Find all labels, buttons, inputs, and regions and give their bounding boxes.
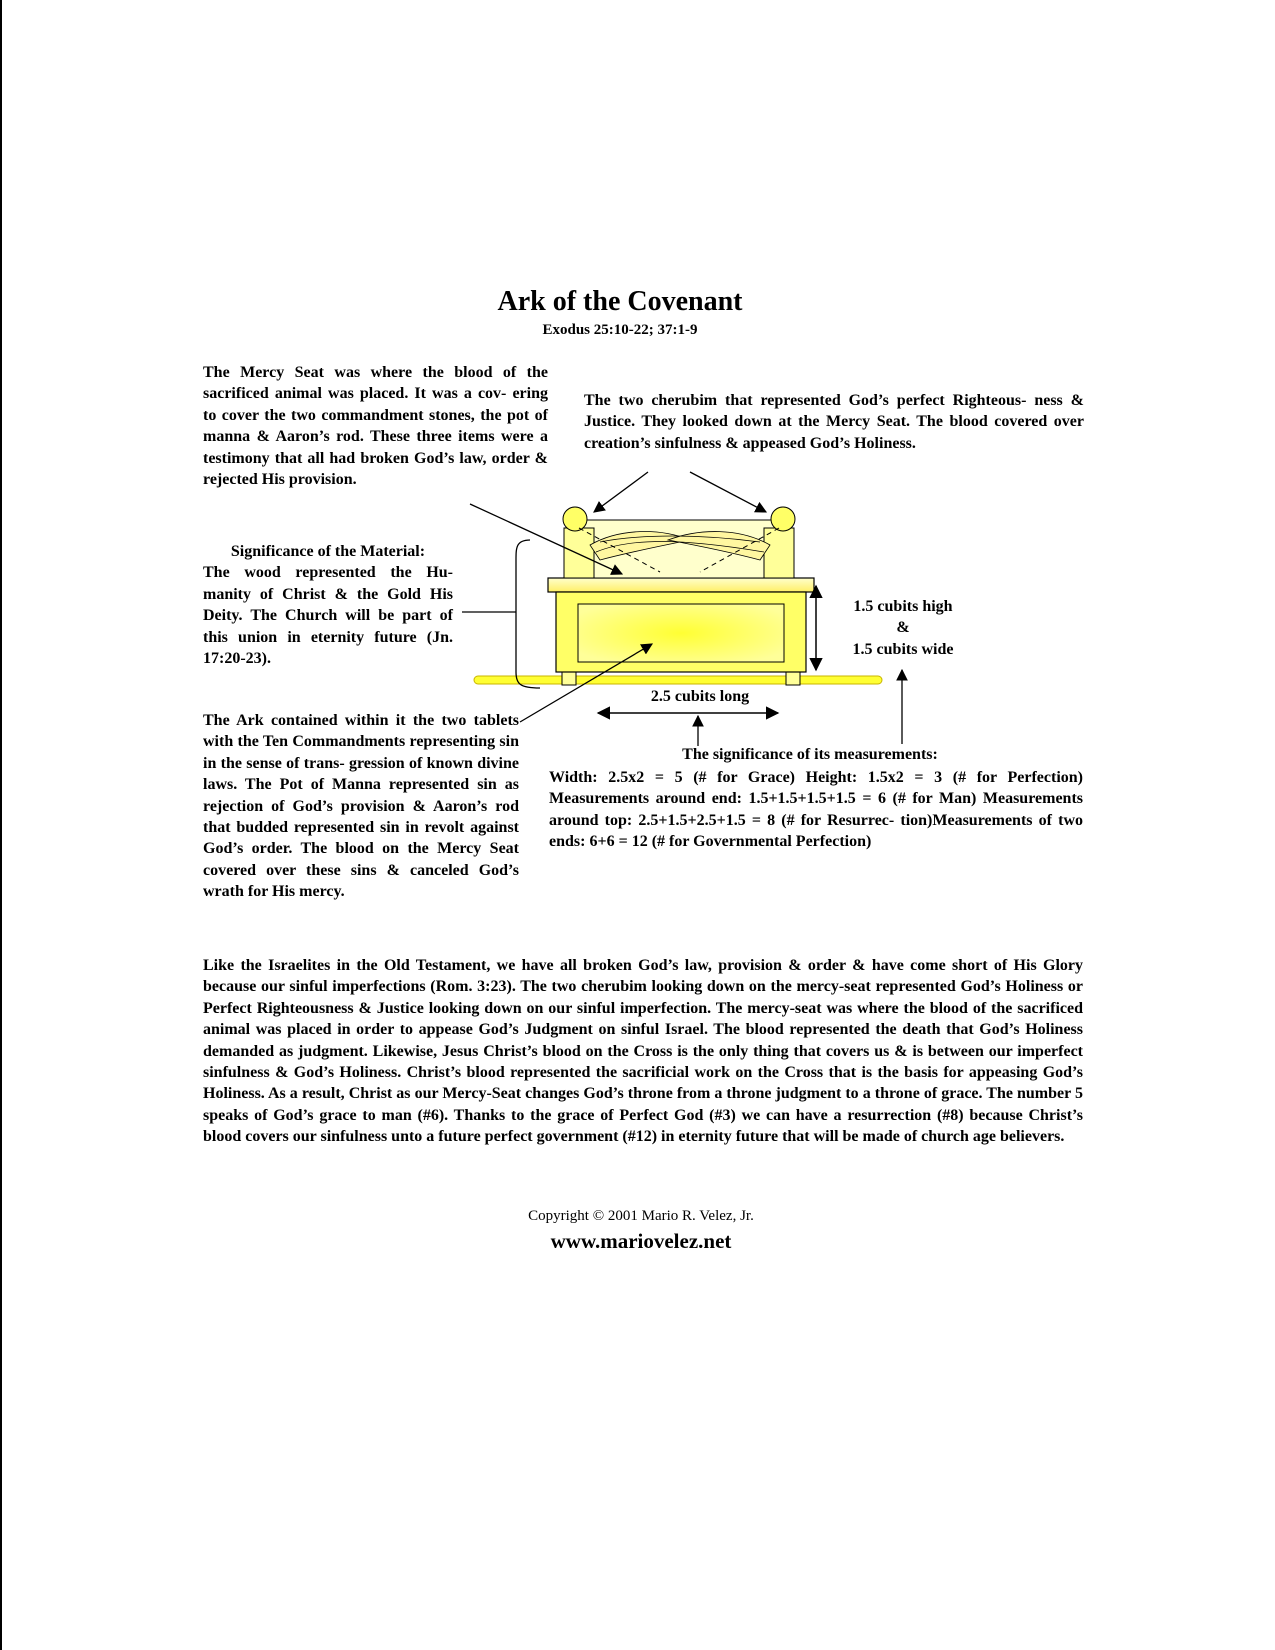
measurements-title: The significance of its measurements: xyxy=(682,746,938,763)
cherub-head-right xyxy=(771,507,795,531)
cherub-body-right xyxy=(764,528,794,578)
website-url: www.mariovelez.net xyxy=(550,1229,732,1253)
ark-panel xyxy=(578,604,784,662)
ark-foot-right xyxy=(786,672,800,685)
ark-foot-left xyxy=(562,672,576,685)
page-title: Ark of the Covenant xyxy=(497,286,743,317)
arrow-icon xyxy=(690,472,766,512)
material-body: The wood represented the Hu- manity of Christ & the Gold His Deity. The Church will be part of this union in eternity future (Jn. 17:20-23). xyxy=(203,564,453,668)
scripture-reference: Exodus 25:10-22; 37:1-9 xyxy=(542,322,698,338)
length-label: 2.5 cubits long xyxy=(650,688,750,705)
material-bracket xyxy=(516,540,540,688)
arrow-icon xyxy=(594,472,648,512)
ampersand-label: & xyxy=(896,619,910,637)
height-label: 1.5 cubits high xyxy=(853,598,953,615)
ark-contents-note: The Ark contained within it the two tablets with the Ten Commandments representing sin in the sense of trans- gression of known divine laws. The Pot of Manna represented sin as rejection of God’s provision & Aaron’s rod that budded represented sin in revolt against God’s order. The blood on the Mercy Seat covered over these sins & canceled God’s wrath for His mercy. xyxy=(203,712,519,901)
width-label: 1.5 cubits wide xyxy=(852,640,954,658)
copyright-notice: Copyright © 2001 Mario R. Velez, Jr. xyxy=(528,1208,754,1224)
summary-paragraph: Like the Israelites in the Old Testament, we have all broken God’s law, provision & order & have come short of His Glory because our sinful imperfections (Rom. 3:23). The two cherubim looking down on the mercy-seat represented God’s Holiness or Perfect Righteousness & Justice looking down on our sinful imperfection. The mercy-seat was where the blood of the sacrificed animal was placed in order to appease God’s Judgment on sinful Israel. The blood represented the death that God’s Holiness demanded as judgment. Likewise, Jesus Christ’s blood on the Cross is the only thing that covers us & is between our imperfect sinfulness & God’s Holiness. Christ’s blood represented the sacrificial work on the Cross that is the basis for appeasing God’s Holiness. As a result, Christ as our Mercy-Seat changes God’s throne from a throne judgment to a throne of grace. The number 5 speaks of God’s grace to man (#6). Thanks to the grace of Perfect God (#3) we can have a resurrection (#8) because Christ’s blood covers our sinfulness unto a future perfect government (#12) in eternity future that will be made of church age believers. xyxy=(203,957,1083,1146)
cherub-body-left xyxy=(564,528,594,578)
cherub-head-left xyxy=(563,507,587,531)
measurements-body: Width: 2.5x2 = 5 (# for Grace) Height: 1.5x2 = 3 (# for Perfection) Measurements around end: 1.5+1.5+1.5+1.5 = 6 (# for Man) Measurements around top: 2.5+1.5+2.5+1.5 = 8 (# for Resurrec- tion)Measurements of two ends: 6+6 = 12 (# for Governmental Perfection) xyxy=(549,769,1083,851)
cherubim-note: The two cherubim that represented God’s perfect Righteous- ness & Justice. They looked down at the Mercy Seat. The blood covered over creation’s sinfulness & appeased God’s Holiness. xyxy=(584,392,1084,452)
material-heading: Significance of the Material: xyxy=(230,543,426,560)
ark-lid-rim xyxy=(548,578,814,592)
mercy-seat-note: The Mercy Seat was where the blood of the sacrificed animal was placed. It was a cov- ering to cover the two commandment stones, the pot of manna & Aaron’s rod. These three items were a testimony that all had broken God’s law, order & rejected His provision. xyxy=(203,364,548,489)
carrying-pole xyxy=(474,676,882,684)
